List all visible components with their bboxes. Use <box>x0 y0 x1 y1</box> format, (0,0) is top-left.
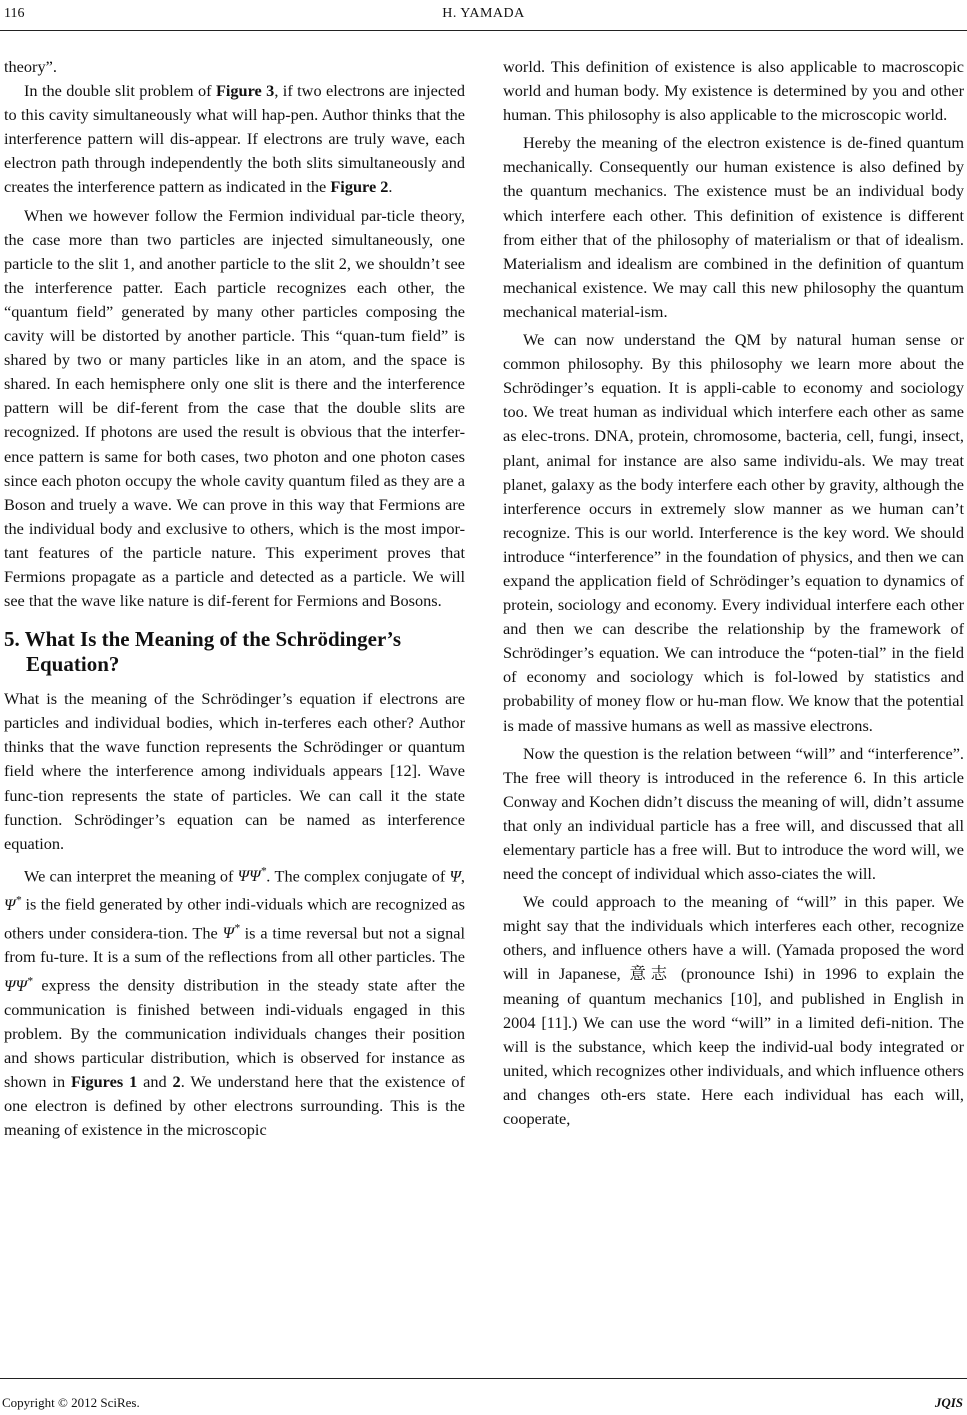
page-number: 116 <box>4 6 25 21</box>
figure-ref: Figures 1 <box>71 1072 138 1092</box>
paragraph-continuation: theory”. <box>4 57 57 76</box>
paragraph-interpretation <box>4 860 465 1143</box>
paragraph-common-philosophy: We can now understand the QM by natural human sense or common philosophy. By this philosophy we learn more about the Schrödinger’s equation. It is appli-cable to economy and sociology too. We treat human as individual which interfere each other as same as elec-trons. DNA, protein, chromosome, bacteria, cell, fungi, insect, plant, animal for instance are also same individu-als. We may treat planet, galaxy as the body interfere each other by gravity, although the interference occurs in extremely slow manner as we human can’t recognize. This is our world. Interference is the key word. We should introduce “interference” in the foundation of physics, and then we can expand the application field of Schrödinger’s equation to dynamics of protein, sociology and economy. Every individual interfere each other and then we can describe the relationship by the framework of Schrödinger’s equation. We can introduce the “poten-tial” in the field of economy and sociology which is fol-lowed by statistics and probability of money flow or hu-man flow. We know that the potential is made of massive humans as well as massive electrons. <box>503 330 964 735</box>
figure-ref: Figure 3 <box>215 81 275 101</box>
page-header <box>0 0 967 31</box>
section-heading: 5. What Is the Meaning of the Schrödinger’s Equation? <box>4 627 402 677</box>
text-run: , if two electrons are injected to this cavity simultaneously what will hap-pen. Author thinks that the interference pattern will dis-appear. If electrons are truly wave, each electron path through independently the both slits simultaneously and creates the interference pattern as indicated in the <box>4 81 465 197</box>
page-footer <box>0 1378 967 1415</box>
paragraph-fermion-theory: When we however follow the Fermion individual par-ticle theory, the case more than two particles are injected simultaneously, one particle to the slit 1, and another particle to the slit 2, we shouldn’t see the interference patter. Each particle recognizes each other, the “quantum field” generated by many other particles composing the cavity will be distorted by another particle. This “quan-tum field” is shared by two or many particles like in an atom, and the space is shared. In each hemisphere only one slit is there and the interference pattern will be dif-ferent from the case that the double slits are recognized. If photons are used the result is obvious that the interfer-ence pattern is same for both cases, two photon and one photon cases since each photon occupy the whole cavity quantum filed as they are a Boson and truely a wave. We can prove in this way that Fermions are the individual body and exclusive to others, which is the most impor-tant features of the particle nature. This experiment proves that Fermions propagate as a particle and detected as a particle. We will see that the wave like nature is dif-ferent for Fermions and Bosons. <box>4 205 465 611</box>
paragraph-meaning-of-will: We could approach to the meaning of “will” in this paper. We might say that the individuals which interferes each other, recognize others, and influence others have a will. (Yamada proposed the word will in Japanese, 意志 (pronounce Ishi) in 1996 to explain the meaning of quantum mechanics [10], and published in English in 2004 [11].) We can use the word “will” in a limited defi-nition. The will is the substance, which keep the individ-ual body integrated or united, which recognizes other individuals, and which influence others and changes oth-ers state. Here each individual has each will, cooperate, <box>503 892 964 1129</box>
paragraph-quantum-existence: Hereby the meaning of the electron existence is de-fined quantum mechanically. Consequently our human existence is also defined by the quantum mechanics. The existence must be an individual body which interfere each other. This definition of existence is different from either that of the philosophy of materialism or that of idealism. Materialism and idealism are combined in the definition of quantum mechanical existence. We may call this new philosophy the quantum mechanical material-ism. <box>503 133 964 321</box>
text-run: . <box>388 177 393 197</box>
right-column <box>503 55 964 1131</box>
journal-abbreviation: JQIS <box>934 1395 963 1410</box>
copyright-notice: Copyright © 2012 SciRes. <box>2 1395 140 1410</box>
text-run: . We understand here that the existence of one electron is defined by other electrons surrounding. This is the meaning of existence in the microscopic <box>4 1072 465 1140</box>
math-psi-psistar: ΨΨ* <box>4 975 33 995</box>
left-column <box>4 55 465 1143</box>
text-run: . The complex conjugate of <box>266 866 450 886</box>
text-run: is the field generated by other indi-viduals which are recognized as others under considera-tion. The <box>4 894 465 943</box>
figure-ref: 2 <box>172 1072 181 1092</box>
text-run: express the density distribution in the steady state after the communication is finished between indi-viduals engaged in this problem. By the communication individuals changes their position and shows particular distribution, which is observed for instance as shown in <box>4 975 465 1092</box>
math-psi: Ψ <box>449 866 461 886</box>
paragraph-schrodinger-meaning: What is the meaning of the Schrödinger’s equation if electrons are particles and individual bodies, which in-terferes each other? Author thinks that the wave function represents the Schrödinger or quantum field where the interference among individuals appears [12]. Wave func-tion represents the state of particles. We can call it the state function. Schrödinger’s equation can be named as interference equation. <box>4 689 465 853</box>
math-psistar: Ψ* <box>4 894 22 914</box>
paragraph-double-slit <box>4 79 465 199</box>
running-title: H. YAMADA <box>442 6 525 21</box>
figure-ref: Figure 2 <box>330 177 389 197</box>
text-run: In the double slit problem of <box>24 81 216 101</box>
paragraph-existence: world. This definition of existence is also applicable to macroscopic world and human body. My existence is determined by you and other human. This philosophy is also applicable to the microscopic world. <box>503 57 964 125</box>
math-psistar: Ψ* <box>222 922 240 943</box>
paragraph-will-interference: Now the question is the relation between “will” and “interference”. The free will theory is introduced in the reference 6. In this article Conway and Kochen didn’t discuss the meaning of will, didn’t assume that only an individual particle has a free will, and discussed that all elementary particle has a free will. But to introduce the word will, we need the concept of individual which asso-ciates the will. <box>503 743 964 884</box>
text-run: We can interpret the meaning of <box>24 866 238 886</box>
text-run: , <box>460 866 465 886</box>
text-run: and <box>137 1072 173 1092</box>
math-psi-psistar: ΨΨ* <box>237 865 267 886</box>
text-run: is a time reversal but not a signal from fu-ture. It is a sum of the reflections from all other particles. The <box>4 923 465 967</box>
